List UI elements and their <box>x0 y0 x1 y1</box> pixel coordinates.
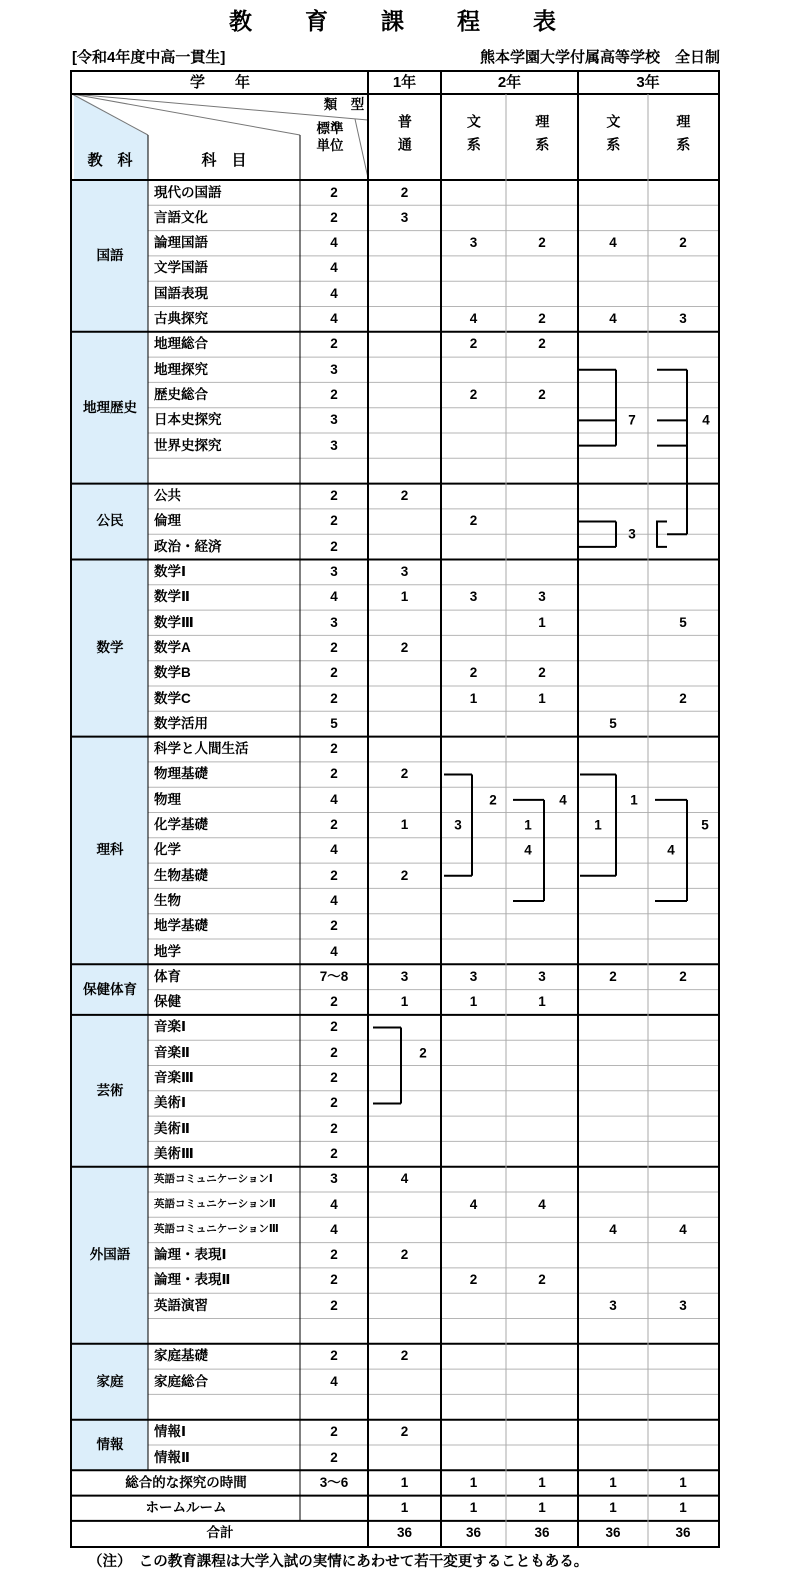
units-cell: 2 <box>330 1247 338 1263</box>
subject-cell: 生物基礎 <box>154 867 208 883</box>
units-cell: 3 <box>330 412 338 428</box>
value-cell: 2 <box>469 336 478 352</box>
course-type-header <box>578 94 648 180</box>
course-type-text: 文系 <box>465 114 482 160</box>
course-type-text: 普通 <box>396 114 413 160</box>
subject-cell: 化学 <box>154 842 181 858</box>
subject-cell: 英語演習 <box>154 1297 208 1313</box>
value-cell: 2 <box>538 336 546 352</box>
ruikei-label: 類 型 <box>323 96 365 112</box>
units-cell: 4 <box>330 285 338 301</box>
value-cell: 4 <box>609 235 617 251</box>
value-cell: 36 <box>534 1525 550 1541</box>
section-label-8: 家庭 <box>96 1373 124 1389</box>
subject-cell: 日本史探究 <box>154 412 222 428</box>
units-cell: 5 <box>330 715 338 731</box>
subject-cell: 論理・表現Ⅱ <box>154 1272 231 1288</box>
value-cell: 3 <box>400 209 409 225</box>
subject-cell: 生物 <box>154 892 181 908</box>
subject-cell: 体育 <box>154 968 181 984</box>
value-cell: 2 <box>469 386 478 402</box>
units-cell: 2 <box>330 994 338 1010</box>
units-cell: 4 <box>330 943 338 959</box>
units-cell: 2 <box>330 1070 338 1086</box>
units-cell: 4 <box>330 842 338 858</box>
section-label-7: 外国語 <box>89 1247 131 1263</box>
value-cell: 4 <box>400 1171 409 1187</box>
units-cell: 2 <box>330 1449 338 1465</box>
bracket-value: 4 <box>702 412 710 428</box>
subject-cell: 英語コミュニケーションⅢ <box>154 1223 279 1236</box>
subject-cell: 数学Ⅱ <box>154 589 190 605</box>
units-cell: 2 <box>330 386 338 402</box>
subject-cell: 世界史探究 <box>154 437 222 453</box>
value-cell: 4 <box>609 1221 617 1237</box>
value-cell: 2 <box>400 1247 409 1263</box>
course-type-text: 理系 <box>675 114 692 160</box>
bracket-value: 1 <box>524 817 532 833</box>
value-cell: 1 <box>538 994 546 1010</box>
value-cell: 2 <box>469 513 478 529</box>
total-row-label: 合計 <box>206 1525 234 1541</box>
value-cell: 1 <box>469 1500 478 1516</box>
footnote: （注） この教育課程は大学入試の実情にあわせて若干変更することもある。 <box>88 1554 589 1570</box>
subject-cell: 科学と人間生活 <box>154 741 249 757</box>
units-cell: 2 <box>330 1424 338 1440</box>
value-cell: 36 <box>675 1525 691 1541</box>
value-cell: 2 <box>400 766 409 782</box>
value-cell: 3 <box>679 311 687 327</box>
course-type-header <box>441 94 506 180</box>
subject-cell: 音楽Ⅲ <box>154 1070 194 1086</box>
year3-header: 3年 <box>636 74 660 92</box>
value-cell: 3 <box>400 968 409 984</box>
units-cell: 4 <box>330 791 338 807</box>
units-cell: 3 <box>330 361 338 377</box>
course-type-header <box>368 94 441 180</box>
units-cell: 2 <box>330 1145 338 1161</box>
units-cell: 2 <box>330 513 338 529</box>
units-cell: 2 <box>330 1019 338 1035</box>
units-cell: 4 <box>330 1196 338 1212</box>
value-cell: 2 <box>679 968 687 984</box>
section-label-0: 国語 <box>96 247 124 263</box>
subject-cell: 現代の国語 <box>154 184 222 200</box>
bracket-value: 3 <box>628 526 636 542</box>
section-label-6: 芸術 <box>96 1082 124 1098</box>
units-cell: 3 <box>330 564 338 580</box>
bracket-value: 5 <box>701 817 709 833</box>
bracket-value: 1 <box>630 792 638 808</box>
value-cell: 1 <box>400 589 409 605</box>
school-label: 熊本学園大学付属高等学校 全日制 <box>479 49 720 66</box>
value-cell: 1 <box>538 1500 546 1516</box>
units-cell: 4 <box>330 235 338 251</box>
subject-cell: 論理国語 <box>154 235 208 251</box>
value-cell: 4 <box>469 311 478 327</box>
bracket-value: 4 <box>667 842 675 858</box>
units-cell: 2 <box>330 1044 338 1060</box>
units-cell: 2 <box>330 665 338 681</box>
subject-cell: 倫理 <box>154 513 181 529</box>
subject-cell: 数学B <box>154 665 191 681</box>
bracket-value: 1 <box>594 817 602 833</box>
subject-cell: 家庭総合 <box>154 1373 208 1389</box>
subject-cell: 論理・表現Ⅰ <box>154 1247 227 1263</box>
value-cell: 3 <box>538 968 546 984</box>
subject-cell: 保健 <box>154 994 181 1010</box>
units-cell: 2 <box>330 209 338 225</box>
course-type-header <box>506 94 578 180</box>
subject-cell: 美術Ⅰ <box>154 1095 187 1111</box>
subject-cell: 古典探究 <box>154 311 208 327</box>
subject-cell: 国語表現 <box>154 285 208 301</box>
value-cell: 1 <box>469 1474 478 1490</box>
subject-cell: 物理 <box>154 791 181 807</box>
value-cell: 3 <box>469 235 478 251</box>
units-cell: 3〜6 <box>319 1474 349 1490</box>
value-cell: 2 <box>469 1272 478 1288</box>
subject-cell: 物理基礎 <box>154 766 208 782</box>
section-label-3: 数学 <box>96 639 124 655</box>
units-cell: 2 <box>330 336 338 352</box>
units-cell: 2 <box>330 1272 338 1288</box>
value-cell: 1 <box>469 994 478 1010</box>
units-cell: 2 <box>330 867 338 883</box>
units-cell: 4 <box>330 892 338 908</box>
value-cell: 2 <box>538 386 546 402</box>
units-cell: 2 <box>330 538 338 554</box>
value-cell: 2 <box>400 639 409 655</box>
value-cell: 4 <box>469 1196 478 1212</box>
subject-cell: 情報Ⅰ <box>154 1424 187 1440</box>
section-label-4: 理科 <box>96 842 124 858</box>
units-cell: 2 <box>330 1348 338 1364</box>
value-cell: 2 <box>679 690 687 706</box>
value-cell: 36 <box>465 1525 482 1541</box>
subject-cell: 数学A <box>154 639 191 655</box>
footer-row-label: 総合的な探究の時間 <box>125 1474 247 1490</box>
page-title: 教 育 課 程 表 <box>229 8 571 34</box>
units-cell: 2 <box>330 741 338 757</box>
standard-units-label: 標準 <box>316 120 344 136</box>
year1-header: 1年 <box>392 74 417 92</box>
value-cell: 1 <box>679 1474 687 1490</box>
value-cell: 2 <box>538 235 546 251</box>
subject-cell: 政治・経済 <box>154 538 222 554</box>
value-cell: 2 <box>538 311 546 327</box>
subject-cell: 音楽Ⅱ <box>154 1044 190 1060</box>
units-cell: 2 <box>330 1297 338 1313</box>
units-cell: 2 <box>330 488 338 504</box>
course-type-header <box>648 94 718 180</box>
value-cell: 2 <box>400 1348 409 1364</box>
value-cell: 2 <box>469 665 478 681</box>
course-type-text: 文系 <box>605 114 622 160</box>
value-cell: 1 <box>538 614 546 630</box>
units-cell: 4 <box>330 1221 338 1237</box>
value-cell: 3 <box>469 968 478 984</box>
value-cell: 1 <box>400 1500 409 1516</box>
curriculum-table <box>70 70 720 1548</box>
subject-cell: 情報Ⅱ <box>154 1449 190 1465</box>
subject-cell: 地学 <box>154 943 181 959</box>
footer-row-label: ホームルーム <box>145 1500 227 1516</box>
subject-cell: 数学活用 <box>154 715 208 731</box>
units-cell: 2 <box>330 817 338 833</box>
value-cell: 2 <box>400 867 409 883</box>
subject-cell: 歴史総合 <box>154 386 208 402</box>
value-cell: 36 <box>396 1525 413 1541</box>
value-cell: 5 <box>679 614 687 630</box>
units-cell: 2 <box>330 766 338 782</box>
subject-cell: 家庭基礎 <box>154 1348 208 1364</box>
subject-cell: 地理探究 <box>154 361 208 377</box>
kamoku-header: 科 目 <box>201 152 247 170</box>
kyoka-header: 教 科 <box>87 152 133 170</box>
subject-cell: 文学国語 <box>154 260 208 276</box>
units-cell: 4 <box>330 311 338 327</box>
value-cell: 1 <box>400 817 409 833</box>
year-axis-header: 学 年 <box>189 74 250 92</box>
bracket-value: 2 <box>489 792 497 808</box>
units-cell: 7〜8 <box>319 968 349 984</box>
value-cell: 1 <box>609 1500 617 1516</box>
value-cell: 1 <box>538 1474 546 1490</box>
value-cell: 3 <box>400 564 409 580</box>
subject-cell: 化学基礎 <box>154 817 208 833</box>
units-cell: 4 <box>330 589 338 605</box>
value-cell: 1 <box>609 1474 617 1490</box>
section-label-1: 地理歴史 <box>83 399 137 415</box>
units-cell: 2 <box>330 690 338 706</box>
value-cell: 3 <box>679 1297 687 1313</box>
value-cell: 1 <box>400 1474 409 1490</box>
units-cell: 2 <box>330 1120 338 1136</box>
bracket-value: 3 <box>454 817 462 833</box>
subject-cell: 地学基礎 <box>154 918 208 934</box>
value-cell: 2 <box>400 488 409 504</box>
value-cell: 1 <box>538 690 546 706</box>
subject-cell: 数学C <box>154 690 191 706</box>
value-cell: 4 <box>609 311 617 327</box>
value-cell: 1 <box>679 1500 687 1516</box>
subject-cell: 言語文化 <box>154 209 208 225</box>
selection-bracket <box>657 370 687 534</box>
value-cell: 36 <box>605 1525 621 1541</box>
value-cell: 2 <box>538 665 546 681</box>
subject-cell: 数学Ⅲ <box>154 614 194 630</box>
sub-header <box>72 46 720 67</box>
subject-cell: 数学Ⅰ <box>154 564 187 580</box>
units-cell: 4 <box>330 1373 338 1389</box>
subject-cell: 英語コミュニケーションⅠ <box>154 1172 273 1185</box>
subject-cell: 公共 <box>154 488 181 504</box>
year2-header: 2年 <box>497 74 522 92</box>
bracket-value: 4 <box>524 842 532 858</box>
subject-cell: 美術Ⅱ <box>154 1120 190 1136</box>
value-cell: 2 <box>400 1424 409 1440</box>
subject-cell: 地理総合 <box>154 336 208 352</box>
value-cell: 5 <box>609 715 617 731</box>
value-cell: 1 <box>400 994 409 1010</box>
value-cell: 2 <box>538 1272 546 1288</box>
units-cell: 4 <box>330 260 338 276</box>
units-cell: 2 <box>330 639 338 655</box>
value-cell: 3 <box>538 589 546 605</box>
value-cell: 2 <box>679 235 687 251</box>
units-cell: 2 <box>330 1095 338 1111</box>
value-cell: 4 <box>679 1221 687 1237</box>
subject-cell: 美術Ⅲ <box>154 1145 194 1161</box>
value-cell: 2 <box>400 184 409 200</box>
value-cell: 3 <box>609 1297 617 1313</box>
subject-cell: 英語コミュニケーションⅡ <box>154 1198 276 1211</box>
value-cell: 3 <box>469 589 478 605</box>
bracket-value: 2 <box>419 1045 427 1061</box>
subject-cell: 音楽Ⅰ <box>154 1019 187 1035</box>
bracket-value: 7 <box>628 412 636 428</box>
standard-units-label2: 単位 <box>316 137 344 153</box>
units-cell: 2 <box>330 918 338 934</box>
bracket-value: 4 <box>559 792 567 808</box>
section-label-9: 情報 <box>96 1436 124 1452</box>
units-cell: 3 <box>330 437 338 453</box>
value-cell: 1 <box>469 690 478 706</box>
section-label-2: 公民 <box>96 513 124 529</box>
value-cell: 4 <box>538 1196 546 1212</box>
units-cell: 2 <box>330 184 338 200</box>
section-label-5: 保健体育 <box>83 981 137 997</box>
cohort-label: [令和4年度中高一貫生] <box>72 49 226 66</box>
units-cell: 3 <box>330 614 338 630</box>
units-cell: 3 <box>330 1171 338 1187</box>
course-type-text: 理系 <box>534 114 551 160</box>
value-cell: 2 <box>609 968 617 984</box>
